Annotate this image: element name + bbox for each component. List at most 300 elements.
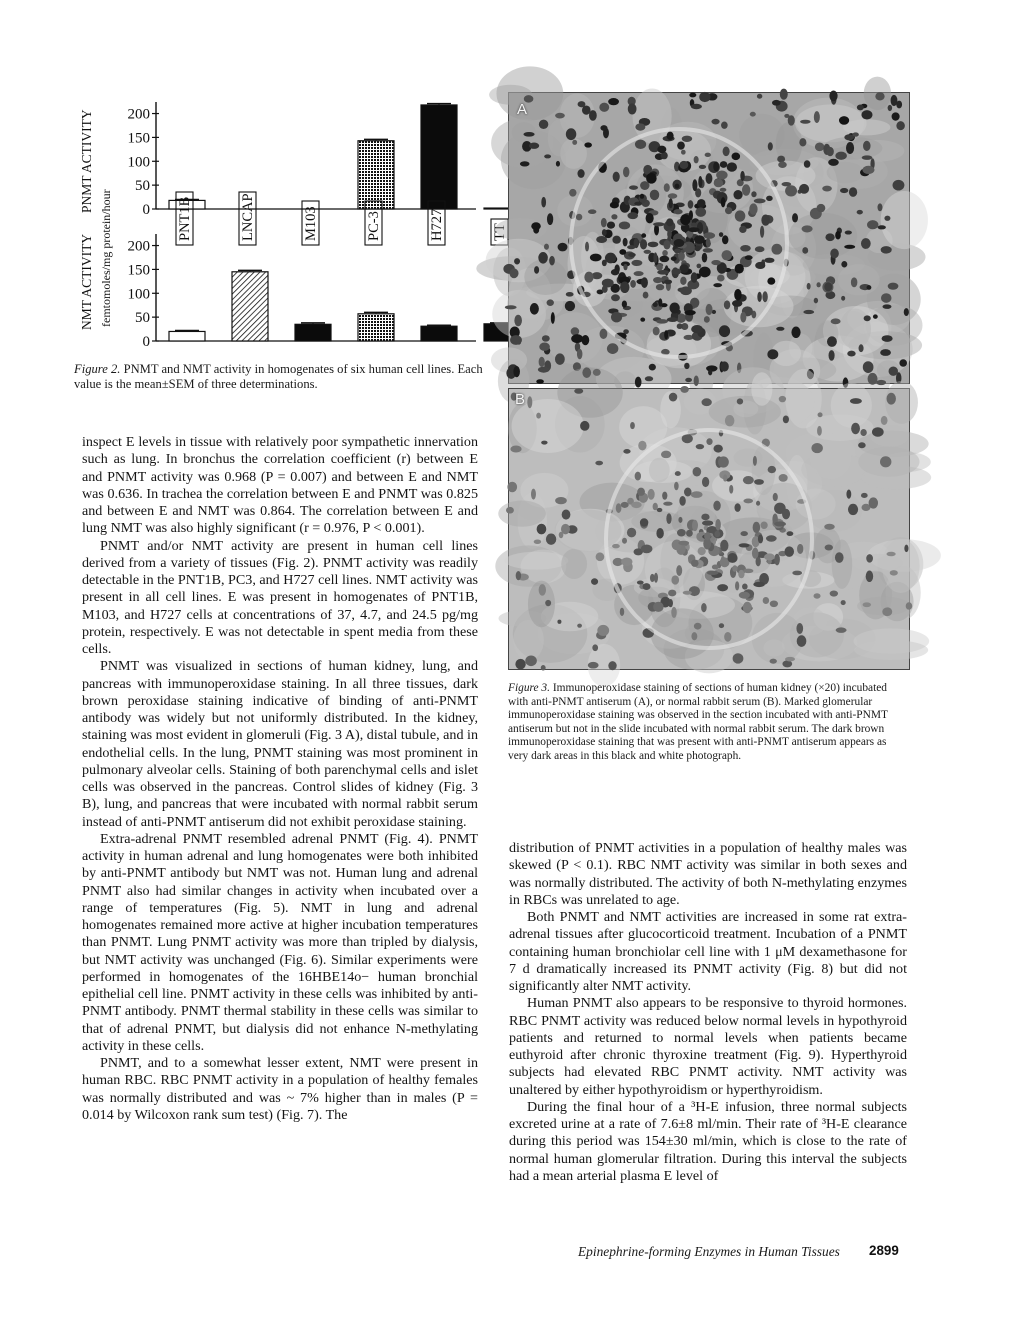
cell-nucleus: [882, 335, 893, 342]
cell-nucleus: [671, 268, 681, 274]
cell-nucleus: [650, 574, 655, 582]
cell-nucleus: [886, 552, 895, 557]
y-tick-label: 150: [127, 262, 150, 279]
left-paragraph-4: Extra-adrenal PNMT resembled adrenal PNMT (Fig. 4). PNMT activity in human adrenal and lung homogenates were both inhibited by anti-PNMT antibody but NMT was not. Human lung and adrenal PNMT also had similar changes in activity when incubated over a range of temperatures (Fig. 5). NMT in lung and adrenal homogenates remained more active at higher incubation temperatures than PNMT. Lung PNMT activity was more than tripled by dialysis, but NMT activity was unchanged (Fig. 6). Similar experiments were performed in homogenates of the 16HBE14o− human bronchial epithelial cell line. PNMT activity in these cells was inhibited by anti-PNMT antibody. PNMT thermal stability in these cells was similar to that of adrenal PNMT, but dialysis did not enhance N-methylating activity in these cells.: [82, 830, 478, 1054]
cell-nucleus: [722, 250, 733, 260]
cell-nucleus: [861, 238, 871, 249]
cell-nucleus: [664, 279, 672, 284]
figure-3b-micrograph: [508, 388, 910, 670]
cell-nucleus: [733, 190, 742, 199]
cell-nucleus: [692, 179, 697, 191]
cell-nucleus: [721, 197, 726, 207]
cell-nucleus: [872, 427, 884, 437]
cell-nucleus: [754, 199, 766, 204]
cell-nucleus: [713, 501, 720, 511]
cell-nucleus: [714, 445, 723, 453]
cell-nucleus: [537, 524, 547, 535]
cell-nucleus: [743, 602, 752, 613]
cell-nucleus: [720, 361, 729, 371]
cell-nucleus: [679, 161, 688, 169]
cell-nucleus: [851, 423, 860, 435]
cell-nucleus: [896, 121, 904, 130]
cell-nucleus: [776, 327, 784, 331]
cell-nucleus: [876, 380, 886, 385]
cell-nucleus: [770, 659, 777, 664]
cell-nucleus: [596, 552, 605, 561]
cell-nucleus: [699, 165, 706, 169]
cell-nucleus: [770, 600, 778, 607]
figure-3b-label: B: [515, 391, 526, 408]
cell-nucleus: [507, 482, 517, 492]
cell-nucleus: [671, 575, 679, 584]
cell-nucleus: [628, 253, 636, 257]
cell-nucleus: [658, 298, 662, 306]
cell-nucleus: [691, 325, 703, 333]
cell-nucleus: [866, 554, 873, 563]
cell-nucleus: [846, 142, 854, 154]
cell-nucleus: [714, 179, 723, 187]
cell-nucleus: [691, 223, 697, 227]
cell-nucleus: [585, 242, 589, 252]
cell-nucleus: [694, 623, 702, 630]
cell-nucleus: [627, 528, 636, 538]
cell-nucleus: [678, 517, 682, 523]
cell-nucleus: [836, 627, 847, 632]
cell-nucleus: [773, 493, 778, 501]
tissue-region: [785, 369, 822, 428]
cell-nucleus: [732, 300, 742, 307]
cell-nucleus: [716, 171, 728, 180]
cell-nucleus: [725, 207, 732, 214]
cell-nucleus: [785, 185, 797, 196]
left-paragraph-1: inspect E levels in tissue with relatively poor sympathetic innervation such as lung. In bronchus the correlation coefficient (r) between E and PNMT activity was 0.968 (P = 0.007) and between E and NMT was 0.636. In trachea the correlation between E and PNMT was 0.825 and between E and NMT was 0.864. The correlation between E and lung NMT was also highly significant (r = 0.976, P < 0.001).: [82, 434, 478, 537]
cell-nucleus: [669, 198, 673, 208]
cell-nucleus: [680, 277, 686, 285]
cell-nucleus: [608, 661, 616, 670]
cell-nucleus: [643, 292, 649, 299]
cell-nucleus: [831, 318, 841, 324]
cell-nucleus: [663, 502, 672, 506]
cell-nucleus: [641, 233, 646, 238]
cell-nucleus: [556, 161, 560, 167]
cell-nucleus: [802, 247, 808, 254]
cell-nucleus: [791, 327, 800, 338]
cell-nucleus: [881, 246, 892, 253]
cell-nucleus: [778, 162, 787, 168]
cell-nucleus: [721, 122, 728, 129]
cell-nucleus: [677, 141, 685, 149]
cell-nucleus: [706, 304, 713, 315]
cell-nucleus: [620, 608, 624, 616]
cell-nucleus: [732, 153, 741, 161]
cell-nucleus: [762, 291, 767, 302]
cell-nucleus: [582, 105, 591, 114]
left-column: [82, 434, 478, 1124]
tissue-region: [854, 640, 928, 660]
cell-nucleus: [739, 592, 750, 599]
cell-nucleus: [640, 181, 649, 190]
y-axis-label-units: femtomoles/mg protein/hour: [99, 189, 113, 327]
cell-nucleus: [591, 578, 598, 585]
cell-nucleus: [722, 235, 728, 244]
cell-nucleus: [749, 203, 757, 215]
cell-nucleus: [509, 268, 518, 278]
category-label-pnt1b: [176, 192, 193, 245]
cell-nucleus: [584, 142, 592, 147]
cell-nucleus: [735, 581, 739, 590]
cell-nucleus: [704, 532, 711, 540]
cell-nucleus: [761, 521, 768, 529]
cell-nucleus: [576, 214, 582, 221]
cell-nucleus: [800, 120, 810, 124]
figure-2-caption: [74, 362, 486, 392]
cell-nucleus: [857, 105, 864, 111]
cell-nucleus: [566, 128, 576, 140]
cell-nucleus: [814, 298, 818, 304]
cell-nucleus: [565, 301, 575, 311]
cell-nucleus: [527, 396, 532, 408]
tissue-region: [838, 264, 880, 295]
tissue-region: [498, 501, 546, 527]
cell-nucleus: [514, 258, 520, 264]
cell-nucleus: [531, 489, 536, 500]
cell-nucleus: [713, 161, 719, 171]
figure-3-caption-label: Figure 3.: [508, 682, 550, 694]
cell-nucleus: [600, 329, 608, 339]
cell-nucleus: [646, 213, 654, 223]
tissue-region: [524, 259, 567, 295]
cell-nucleus: [887, 393, 896, 405]
y-axis-label-pnmt: PNMT ACTIVITY: [79, 109, 94, 213]
cell-nucleus: [648, 489, 655, 500]
cell-nucleus: [616, 503, 622, 513]
category-label-text: LNCAP: [240, 193, 256, 241]
cell-nucleus: [653, 302, 658, 307]
cell-nucleus: [691, 104, 702, 109]
cell-nucleus: [656, 528, 663, 539]
tissue-region: [882, 539, 920, 593]
cell-nucleus: [547, 213, 553, 225]
cell-nucleus: [708, 369, 712, 375]
cell-nucleus: [846, 490, 851, 499]
cell-nucleus: [635, 140, 646, 149]
cell-nucleus: [684, 488, 692, 497]
cell-nucleus: [623, 167, 629, 178]
cell-nucleus: [641, 277, 648, 288]
cell-nucleus: [634, 271, 644, 276]
cell-nucleus: [650, 190, 659, 201]
category-label-text: PC-3: [366, 211, 382, 241]
cell-nucleus: [715, 519, 721, 531]
left-paragraph-2: PNMT and/or NMT activity are present in human cell lines derived from a variety of tissues (Fig. 2). PNMT activity was readily detectable in the PNT1B, PC3, and H727 cell lines. NMT activity was present in all cell lines. E was present in homogenates of PNT1B, M103, and H727 cells at concentrations of 37, 4.7, and 24.5 pg/mg protein, respectively. E was not detectable in spent media from these cells.: [82, 537, 478, 657]
cell-nucleus: [694, 246, 700, 252]
tissue-region: [496, 66, 563, 120]
cell-nucleus: [754, 479, 764, 485]
cell-nucleus: [847, 351, 855, 357]
cell-nucleus: [857, 210, 863, 215]
cell-nucleus: [763, 597, 769, 604]
cell-nucleus: [678, 541, 689, 546]
bar-m103: [295, 324, 331, 341]
cell-nucleus: [653, 277, 662, 283]
cell-nucleus: [830, 590, 838, 596]
cell-nucleus: [588, 209, 596, 214]
running-title: Epinephrine-forming Enzymes in Human Tissues: [578, 1244, 840, 1259]
cell-nucleus: [544, 154, 551, 158]
cell-nucleus: [653, 222, 665, 226]
cell-nucleus: [841, 600, 846, 605]
cell-nucleus: [729, 485, 733, 494]
cell-nucleus: [538, 367, 550, 373]
cell-nucleus: [588, 662, 599, 669]
cell-nucleus: [529, 143, 539, 149]
cell-nucleus: [664, 183, 670, 192]
cell-nucleus: [777, 156, 785, 163]
cell-nucleus: [514, 315, 522, 327]
bar-lncap: [232, 272, 268, 341]
cell-nucleus: [867, 220, 878, 229]
cell-nucleus: [688, 200, 694, 209]
cell-nucleus: [611, 214, 617, 219]
cell-nucleus: [881, 416, 888, 425]
cell-nucleus: [610, 202, 619, 209]
cell-nucleus: [807, 283, 811, 290]
cell-nucleus: [574, 388, 583, 393]
left-paragraph-5: PNMT, and to a somewhat lesser extent, NMT were present in human RBC. RBC PNMT activity in a population of healthy females was normally distributed and was ~ 7% higher than in males (P = 0.014 by Wilcoxon rank sum test) (Fig. 7). The: [82, 1055, 478, 1123]
cell-nucleus: [640, 518, 648, 527]
cell-nucleus: [664, 330, 668, 339]
bar-h727: [421, 326, 457, 341]
cell-nucleus: [505, 305, 517, 309]
cell-nucleus: [796, 623, 803, 634]
cell-nucleus: [735, 210, 746, 221]
cell-nucleus: [732, 565, 737, 572]
tissue-region: [649, 458, 670, 483]
cell-nucleus: [539, 357, 545, 367]
cell-nucleus: [817, 426, 822, 436]
cell-nucleus: [797, 544, 803, 554]
cell-nucleus: [677, 529, 686, 536]
cell-nucleus: [645, 376, 653, 381]
cell-nucleus: [740, 245, 751, 252]
cell-nucleus: [825, 545, 833, 551]
cell-nucleus: [733, 653, 744, 663]
cell-nucleus: [883, 304, 892, 309]
right-paragraph-1: distribution of PNMT activities in a population of healthy males was skewed (P < 0.1). RBC NMT activity was similar in both sexes and was normally distributed. The activity of both N-methylating enzymes in RBCs was unrelated to age.: [509, 840, 907, 908]
cell-nucleus: [523, 132, 534, 137]
cell-nucleus: [861, 110, 872, 119]
cell-nucleus: [772, 100, 781, 106]
cell-nucleus: [555, 353, 565, 365]
cell-nucleus: [893, 180, 905, 191]
cell-nucleus: [571, 334, 583, 343]
cell-nucleus: [680, 386, 688, 393]
cell-nucleus: [767, 277, 775, 284]
cell-nucleus: [531, 222, 541, 230]
cell-nucleus: [674, 482, 679, 491]
cell-nucleus: [799, 184, 809, 194]
cell-nucleus: [899, 359, 907, 366]
cell-nucleus: [797, 635, 807, 647]
cell-nucleus: [890, 570, 898, 575]
cell-nucleus: [539, 584, 546, 596]
cell-nucleus: [845, 230, 852, 234]
cell-nucleus: [718, 456, 729, 467]
cell-nucleus: [829, 91, 837, 102]
cell-nucleus: [555, 113, 565, 119]
cell-nucleus: [641, 545, 653, 554]
cell-nucleus: [622, 538, 627, 544]
cell-nucleus: [704, 232, 716, 239]
cell-nucleus: [661, 451, 671, 459]
cell-nucleus: [611, 312, 622, 323]
cell-nucleus: [640, 317, 645, 321]
cell-nucleus: [667, 229, 672, 238]
cell-nucleus: [534, 540, 542, 544]
cell-nucleus: [612, 544, 620, 548]
cell-nucleus: [829, 350, 835, 361]
cell-nucleus: [714, 531, 720, 538]
cell-nucleus: [702, 253, 707, 263]
cell-nucleus: [653, 327, 660, 336]
cell-nucleus: [851, 277, 857, 287]
cell-nucleus: [577, 349, 583, 359]
cell-nucleus: [839, 116, 849, 125]
cell-nucleus: [551, 312, 555, 324]
cell-nucleus: [657, 146, 666, 153]
cell-nucleus: [850, 398, 862, 404]
cell-nucleus: [802, 225, 813, 232]
cell-nucleus: [861, 493, 868, 498]
cell-nucleus: [691, 559, 699, 566]
cell-nucleus: [878, 225, 886, 229]
cell-nucleus: [699, 267, 711, 278]
cell-nucleus: [779, 396, 786, 402]
cell-nucleus: [877, 203, 882, 211]
cell-nucleus: [884, 216, 890, 221]
cell-nucleus: [786, 531, 793, 536]
cell-nucleus: [657, 270, 669, 275]
cell-nucleus: [628, 103, 637, 114]
cell-nucleus: [677, 323, 683, 329]
cell-nucleus: [622, 300, 627, 307]
cell-nucleus: [619, 221, 630, 229]
cell-nucleus: [711, 260, 721, 265]
cell-nucleus: [685, 378, 692, 382]
cell-nucleus: [824, 282, 832, 291]
cell-nucleus: [817, 204, 826, 212]
cell-nucleus: [860, 429, 866, 436]
cell-nucleus: [848, 504, 858, 515]
y-tick-label: 0: [142, 202, 150, 218]
tissue-region: [709, 396, 781, 428]
cell-nucleus: [892, 112, 900, 120]
cell-nucleus: [675, 184, 680, 189]
cell-nucleus: [539, 120, 548, 129]
tissue-region: [751, 372, 772, 406]
cell-nucleus: [825, 233, 834, 241]
cell-nucleus: [702, 398, 712, 406]
cell-nucleus: [693, 467, 702, 476]
cell-nucleus: [602, 285, 608, 293]
cell-nucleus: [743, 476, 754, 484]
cell-nucleus: [755, 246, 765, 252]
cell-nucleus: [662, 250, 668, 256]
tissue-region: [839, 309, 871, 350]
cell-nucleus: [623, 264, 627, 270]
cell-nucleus: [764, 553, 775, 560]
cell-nucleus: [742, 584, 748, 590]
cell-nucleus: [863, 361, 874, 373]
cell-nucleus: [858, 442, 866, 448]
cell-nucleus: [562, 510, 571, 520]
cell-nucleus: [701, 603, 707, 612]
cell-nucleus: [577, 169, 584, 178]
cell-nucleus: [784, 546, 794, 557]
cell-nucleus: [757, 292, 761, 302]
figure-3a-label: A: [517, 101, 528, 118]
cell-nucleus: [761, 214, 769, 225]
cell-nucleus: [694, 376, 699, 387]
cell-nucleus: [904, 545, 908, 553]
cell-nucleus: [544, 244, 549, 250]
right-paragraph-4: During the final hour of a ³H-E infusion, three normal subjects excreted urine at a rate of 7.6±8 ml/min. Their rate of ³H-E clearance during this period was 154±30 ml/min, which is close to the rate of normal human glomerular filtration. During this interval the subjects had a mean arterial plasma E level of: [509, 1098, 907, 1184]
cell-nucleus: [799, 138, 806, 146]
cell-nucleus: [706, 173, 713, 184]
cell-nucleus: [629, 185, 638, 189]
cell-nucleus: [815, 142, 824, 151]
cell-nucleus: [614, 264, 619, 273]
cell-nucleus: [862, 155, 873, 160]
figure-3-caption-text: Immunoperoxidase staining of sections of human kidney (×20) incubated with anti-PNMT antiserum (A), or normal rabbit serum (B). Marked glomerular immunoperoxidase staining was observed in the section incubated with anti-PNMT antiserum but not in the slide incubated with normal rabbit serum. The dark brown immunoperoxidase staining that was present with anti-PNMT antiserum appears as very dark areas in this black and white photograph.: [508, 682, 888, 762]
cell-nucleus: [674, 239, 685, 247]
tissue-region: [810, 436, 851, 479]
cell-nucleus: [669, 302, 679, 313]
cell-nucleus: [707, 571, 719, 575]
cell-nucleus: [602, 229, 607, 236]
cell-nucleus: [888, 283, 899, 290]
cell-nucleus: [725, 415, 735, 426]
cell-nucleus: [640, 239, 647, 249]
category-label-text: M103: [303, 206, 319, 241]
cell-nucleus: [538, 252, 548, 264]
cell-nucleus: [712, 565, 719, 570]
cell-nucleus: [691, 491, 703, 498]
cell-nucleus: [689, 210, 693, 220]
cell-nucleus: [882, 607, 892, 616]
cell-nucleus: [561, 524, 570, 535]
y-tick-label: 100: [127, 154, 150, 171]
cell-nucleus: [630, 280, 636, 288]
cell-nucleus: [673, 209, 682, 214]
cell-nucleus: [727, 553, 737, 563]
cell-nucleus: [516, 571, 521, 580]
cell-nucleus: [697, 199, 705, 207]
cell-nucleus: [720, 540, 728, 552]
cell-nucleus: [671, 256, 677, 261]
cell-nucleus: [536, 379, 544, 384]
cell-nucleus: [701, 514, 709, 521]
figure-2-caption-label: Figure 2.: [74, 362, 121, 376]
page-number: 2899: [869, 1243, 899, 1258]
cell-nucleus: [758, 534, 763, 543]
cell-nucleus: [566, 292, 574, 297]
cell-nucleus: [635, 377, 642, 388]
cell-nucleus: [841, 261, 847, 267]
cell-nucleus: [880, 456, 891, 467]
cell-nucleus: [868, 373, 878, 385]
right-paragraph-3: Human PNMT also appears to be responsive to thyroid hormones. RBC PNMT activity was reduced below normal levels in hypothyroid patients and returned to normal levels when patients became euthyroid after chronic thyroxine treatment (Fig. 9). Hyperthyroid subjects had elevated RBC PNMT activity. NMT activity was unaltered by either hypothyroidism or hyperthyroidism.: [509, 995, 907, 1098]
